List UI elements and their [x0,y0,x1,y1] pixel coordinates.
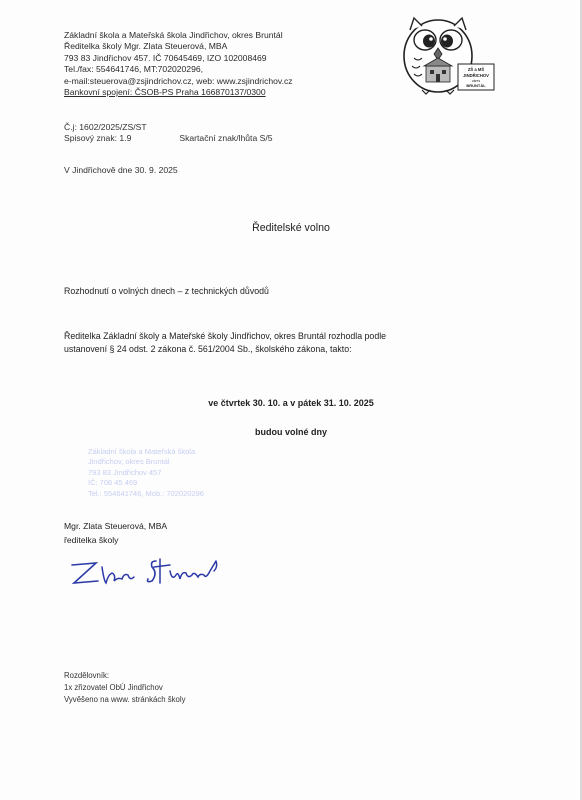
owl-school-logo-icon [392,14,500,96]
holiday-dates: ve čtvrtek 30. 10. a v pátek 31. 10. 2025 [208,398,374,408]
logo-text-2: JINDŘICHOV [463,73,489,78]
letterhead-phone: Tel./fax: 554641746, MT:702020296, [64,64,204,75]
letterhead [64,30,364,98]
document-title: Ředitelské volno [252,222,330,234]
letterhead-address: 793 83 Jindřichov 457. IČ 70645469, IZO 102008469 [64,52,267,63]
signer-name: Mgr. Zlata Steuerová, MBA [64,521,168,531]
reference-number: Č.j: 1602/2025/ZS/ST [64,122,147,132]
logo-text-1: ZŠ a MŠ [467,67,485,72]
stamp-line: IČ: 706 45 469 [88,478,138,488]
decision-heading: Rozhodnutí o volných dnech – z technických důvodů [64,286,269,296]
stamp-line: Základní škola a Mateřská škola [88,447,196,456]
paragraph-line: ustanovení § 24 odst. 2 zákona č. 561/2004 Sb., školského zákona, takto: [64,344,352,354]
document-date: V Jindřichově dne 30. 9. 2025 [64,165,178,175]
signer-role: ředitelka školy [64,535,119,545]
letterhead-school-name: Základní škola a Mateřská škola Jindřichov, okres Bruntál [64,30,283,40]
decision-paragraph [64,330,484,356]
distribution-heading: Rozdělovník: [64,671,110,680]
paragraph-line: Ředitelka Základní školy a Mateřské školy Jindřichov, okres Bruntál rozhodla podle [64,331,387,341]
stamp-line: Tel.: 554641746, Mob.: 702020296 [88,488,204,498]
file-codes-row [64,133,273,144]
shredding-code: Skartační znak/lhůta S/5 [179,133,273,144]
stamp-line: 793 83 Jindřichov 457 [88,467,162,477]
distribution-item: Vyvěšeno na www. stránkách školy [64,695,186,704]
stamp-line: Jindřichov, okres Bruntál [88,457,170,467]
school-stamp [88,447,228,499]
reference-block [64,122,273,145]
distribution-list [64,670,185,706]
letterhead-bank: Bankovní spojení: ČSOB-PS Praha 166870137/0300 [64,87,266,98]
letterhead-email-web: e-mail:steuerova@zsjindrichov.cz, web: www.zsjindrichov.cz [64,75,293,86]
distribution-item: 1x zřizovatel ObÚ Jindřichov [64,683,163,692]
logo-text-4: BRUNTÁL [466,83,486,88]
handwritten-signature [66,553,246,593]
file-code: Spisový znak: 1.9 [64,133,132,144]
logo-text-3: okres [471,79,481,83]
holiday-outcome: budou volné dny [255,427,327,437]
signer-block [64,519,167,547]
letterhead-director: Ředitelka školy Mgr. Zlata Steuerová, MBA [64,41,228,52]
